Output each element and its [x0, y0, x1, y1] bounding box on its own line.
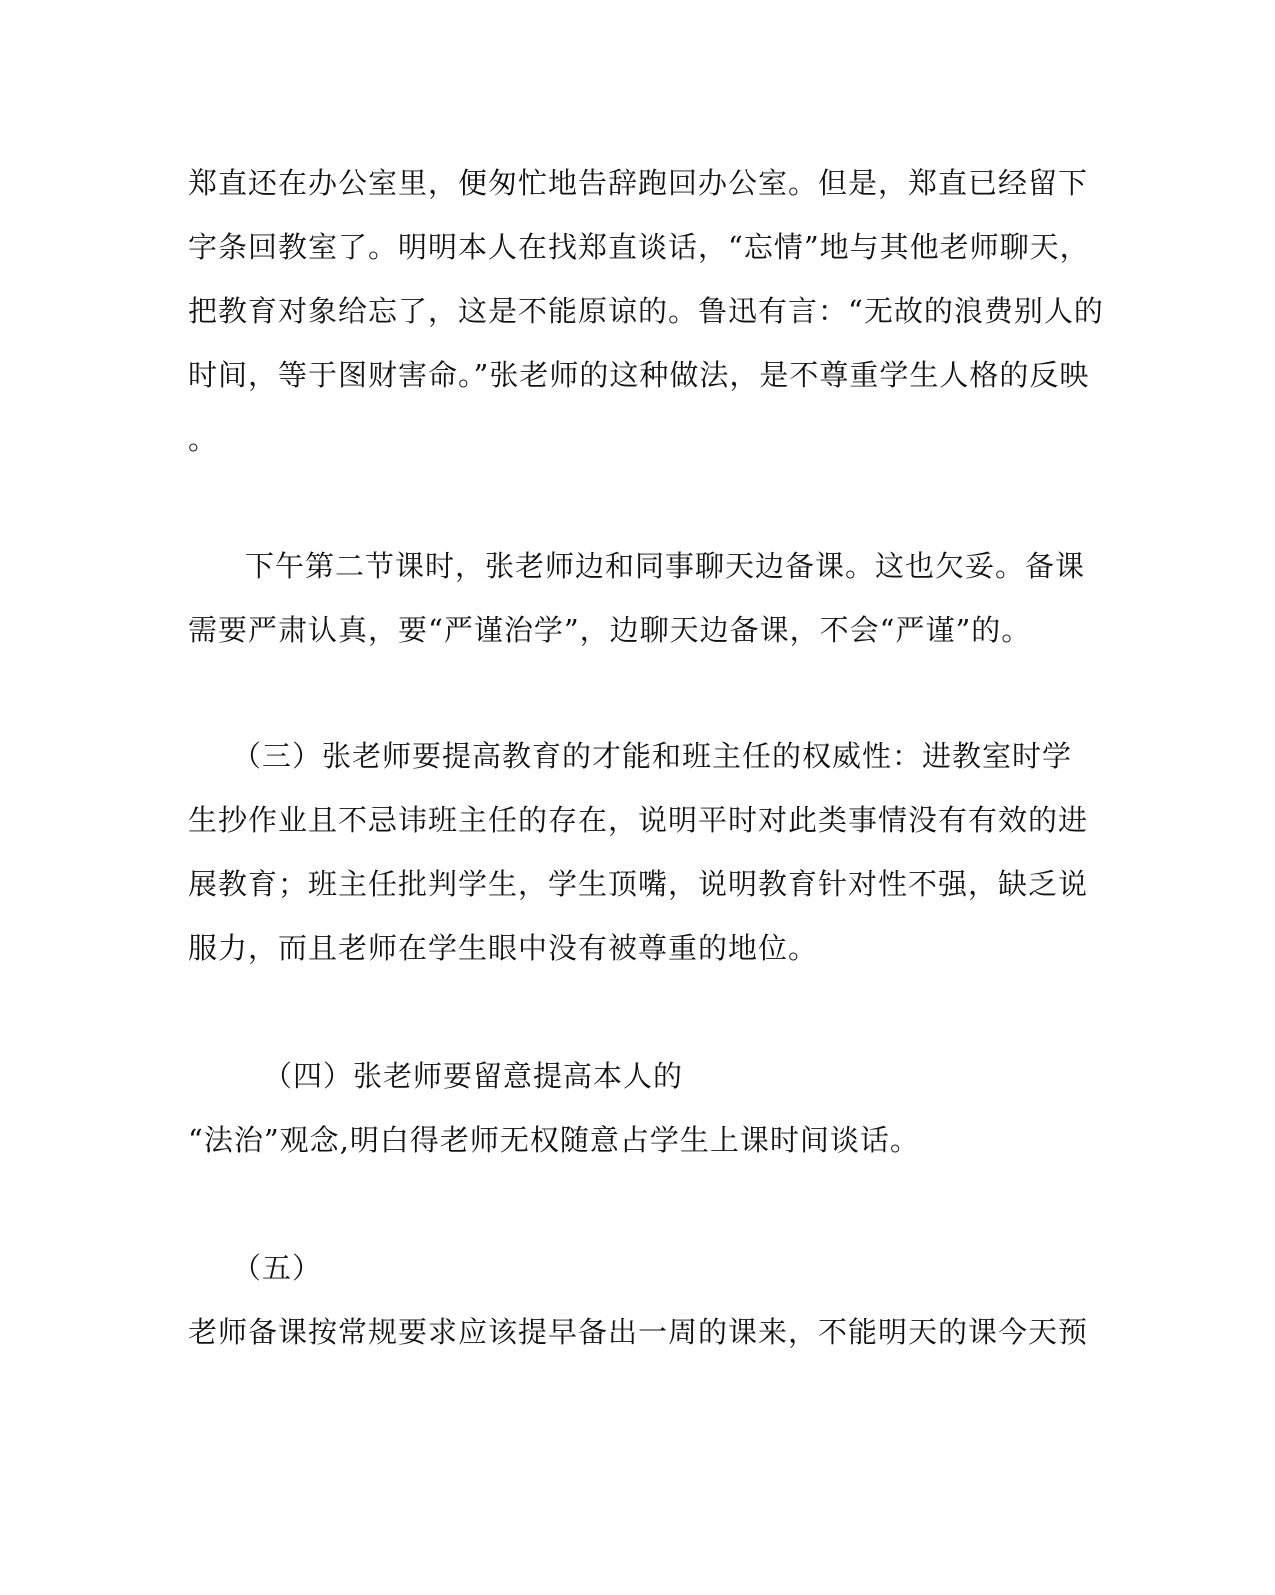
- paragraph-5-line-1: （五）: [232, 1251, 323, 1285]
- paragraph-5-line-2: 老师备课按常规要求应该提早备出一周的课来，不能明天的课今天预: [188, 1315, 1089, 1349]
- paragraph-3-line-3: 展教育；班主任批判学生，学生顶嘴，说明教育针对性不强，缺乏说: [188, 867, 1089, 901]
- paragraph-3-line-1: （三）张老师要提高教育的才能和班主任的权威性：进教室时学: [232, 739, 1073, 773]
- paragraph-1-line-2: 字条回教室了。明明本人在找郑直谈话，“忘情”地与其他老师聊天，: [188, 230, 1090, 264]
- paragraph-3-line-2: 生抄作业且不忌讳班主任的存在，说明平时对此类事情没有有效的进: [188, 803, 1089, 837]
- paragraph-2-line-2: 需要严肃认真，要“严谨治学”，边聊天边备课，不会“严谨”的。: [188, 613, 1032, 647]
- paragraph-1-line-1: 郑直还在办公室里，便匆忙地告辞跑回办公室。但是，郑直已经留下: [188, 166, 1089, 200]
- paragraph-2-line-1: 下午第二节课时，张老师边和同事聊天边备课。这也欠妥。备课: [245, 549, 1086, 583]
- paragraph-1-line-3: 把教育对象给忘了，这是不能原谅的。鲁迅有言：“无故的浪费别人的: [188, 294, 1104, 328]
- paragraph-1-line-5: 。: [188, 422, 219, 456]
- paragraph-4-line-1: （四）张老师要留意提高本人的: [263, 1059, 684, 1093]
- paragraph-4-line-2: “法治”观念,明白得老师无权随意占学生上课时间谈话。: [188, 1123, 920, 1157]
- paragraph-1-line-4: 时间，等于图财害命。”张老师的这种做法，是不尊重学生人格的反映: [188, 358, 1090, 392]
- paragraph-3-line-4: 服力，而且老师在学生眼中没有被尊重的地位。: [188, 931, 819, 965]
